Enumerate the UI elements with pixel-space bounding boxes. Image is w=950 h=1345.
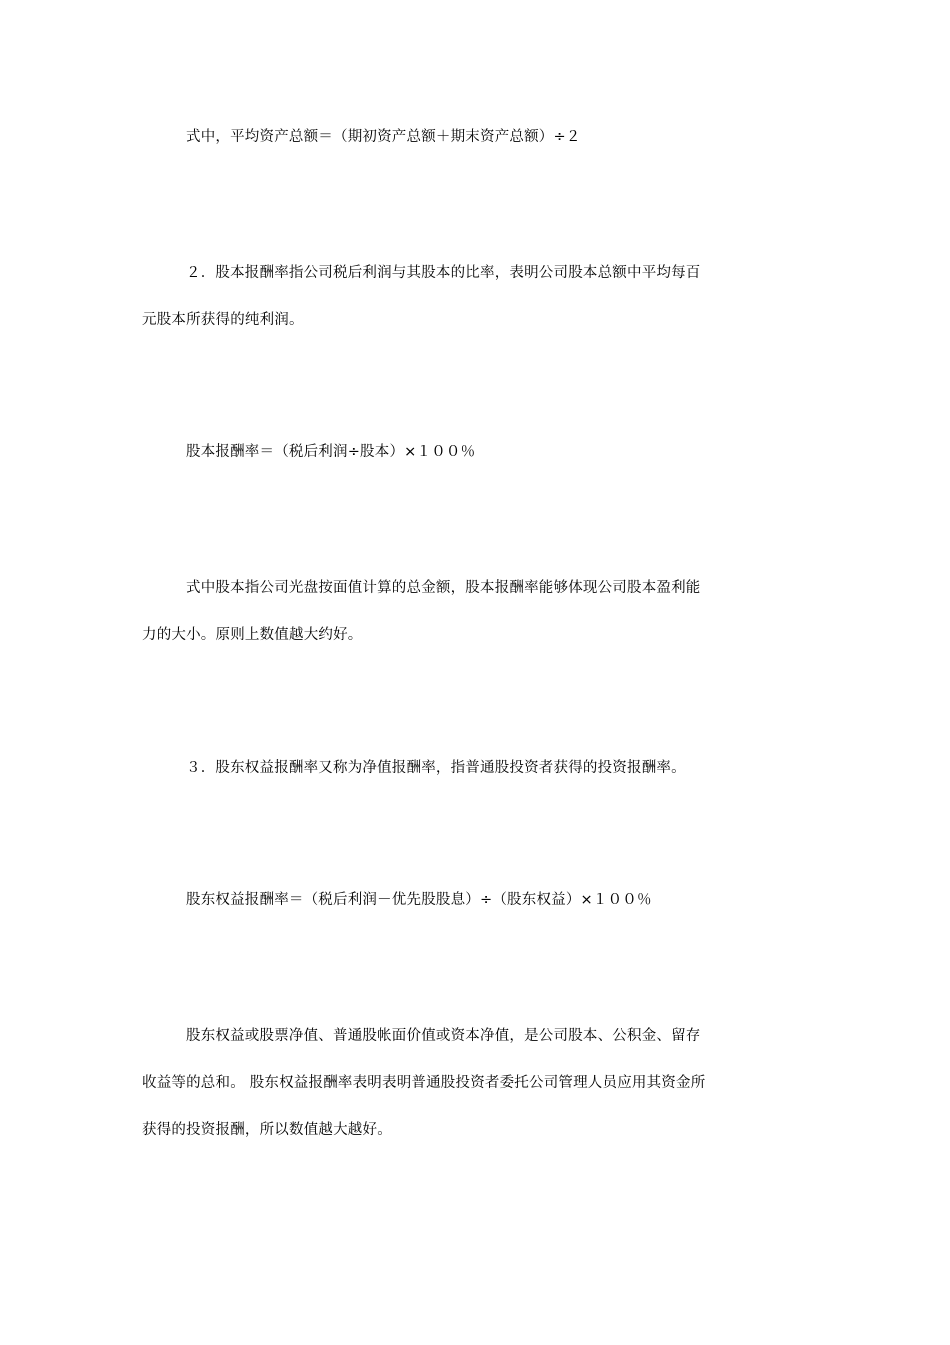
paragraph-item-2-note <box>142 565 762 659</box>
text-line: 股东权益报酬率＝（税后利润－优先股股息）÷（股东权益）×１００％ <box>186 892 652 908</box>
text-line: ３．股东权益报酬率又称为净值报酬率，指普通股投资者获得的投资报酬率。 <box>186 760 686 776</box>
paragraph-item-2-formula <box>142 429 762 476</box>
paragraph-avg-assets-note <box>142 114 762 161</box>
text-line: 元股本所获得的纯利润。 <box>142 312 304 328</box>
text-line: 股本报酬率＝（税后利润÷股本）×１００％ <box>186 444 476 460</box>
text-line: 股东权益或股票净值、普通股帐面价值或资本净值，是公司股本、公积金、留存 <box>186 1028 701 1044</box>
paragraph-item-2-definition <box>142 250 762 344</box>
text-line: 力的大小。原则上数值越大约好。 <box>142 627 363 643</box>
paragraph-item-3-note <box>142 1013 762 1154</box>
text-line: 收益等的总和。 股东权益报酬率表明表明普通股投资者委托公司管理人员应用其资金所 <box>142 1075 706 1091</box>
text-line: ２．股本报酬率指公司税后利润与其股本的比率，表明公司股本总额中平均每百 <box>186 265 701 281</box>
paragraph-item-3-formula <box>142 877 762 924</box>
paragraph-item-3-definition <box>142 745 762 792</box>
text-line: 获得的投资报酬，所以数值越大越好。 <box>142 1122 392 1138</box>
text-line: 式中，平均资产总额＝（期初资产总额＋期末资产总额）÷２ <box>186 129 581 145</box>
text-line: 式中股本指公司光盘按面值计算的总金额，股本报酬率能够体现公司股本盈利能 <box>186 580 701 596</box>
